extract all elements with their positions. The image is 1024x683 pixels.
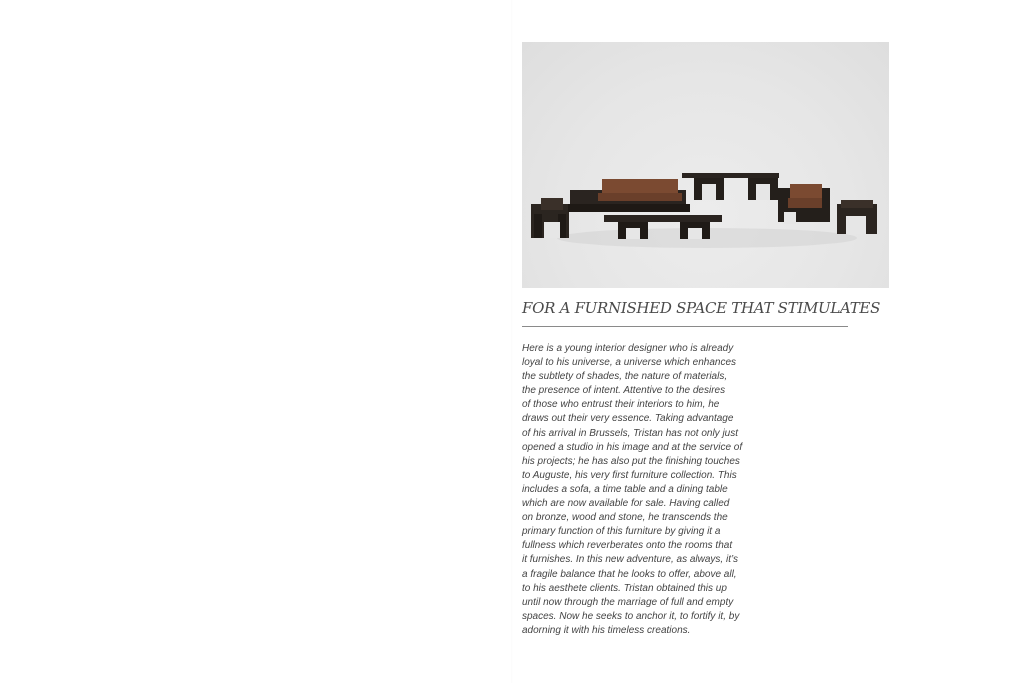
body-line: it furnishes. In this new adventure, as always, it’s bbox=[522, 554, 739, 566]
body-line: fullness which reverberates onto the rooms that bbox=[522, 540, 733, 552]
article-body bbox=[522, 342, 752, 638]
article-headline: FOR A FURNISHED SPACE THAT STIMULATES bbox=[522, 299, 881, 317]
body-line: adorning it with his timeless creations. bbox=[522, 624, 691, 636]
body-line: primary function of this furniture by giving it a bbox=[522, 526, 721, 538]
body-line: spaces. Now he seeks to anchor it, to fortify it, by bbox=[522, 610, 740, 622]
body-line: of his arrival in Brussels, Tristan has not only just bbox=[522, 427, 739, 439]
body-line: the subtlety of shades, the nature of materials, bbox=[522, 371, 728, 383]
body-line: to his aesthete clients. Tristan obtained this up bbox=[522, 582, 727, 594]
body-line: draws out their very essence. Taking advantage bbox=[522, 413, 734, 425]
body-line: of those who entrust their interiors to him, he bbox=[522, 399, 720, 411]
armchair bbox=[778, 184, 830, 224]
stool-right bbox=[837, 200, 877, 234]
sofa bbox=[568, 179, 690, 212]
body-line: Here is a young interior designer who is already bbox=[522, 343, 734, 354]
body-line: includes a sofa, a time table and a dining table bbox=[522, 483, 728, 495]
stool-left bbox=[531, 198, 569, 238]
headline-divider bbox=[522, 326, 848, 327]
body-line: a fragile balance that he looks to offer, above all, bbox=[522, 568, 737, 580]
body-line: opened a studio in his image and at the service of bbox=[522, 441, 743, 453]
body-line: until now through the marriage of full and empty bbox=[522, 596, 734, 608]
dining-table bbox=[682, 173, 779, 200]
furniture-photo bbox=[522, 42, 889, 288]
body-line: on bronze, wood and stone, he transcends the bbox=[522, 512, 728, 524]
page-gutter bbox=[511, 0, 513, 683]
body-line: to Auguste, his very first furniture collection. This bbox=[522, 469, 737, 481]
body-line: his projects; he has also put the finishing touches bbox=[522, 455, 740, 467]
body-line: the presence of intent. Attentive to the desires bbox=[522, 385, 726, 397]
body-line: loyal to his universe, a universe which enhances bbox=[522, 357, 737, 369]
body-line: which are now available for sale. Having called bbox=[522, 498, 730, 510]
